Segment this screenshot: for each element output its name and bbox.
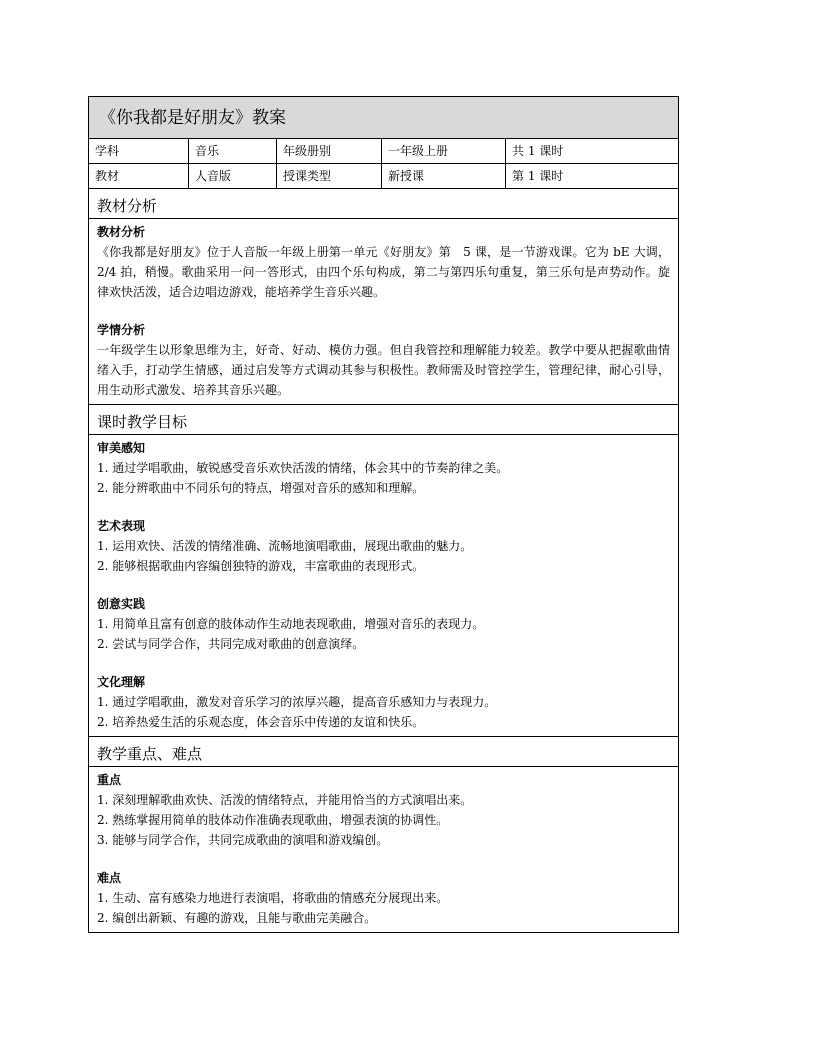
list-item: 1. 用简单且富有创意的肢体动作生动地表现歌曲，增强对音乐的表现力。	[97, 617, 485, 631]
info-cell-subject-label: 学科	[89, 139, 189, 163]
section-heading-material-analysis: 教材分析	[89, 189, 678, 219]
list-item: 2. 尝试与同学合作，共同完成对歌曲的创意演绎。	[97, 637, 365, 651]
info-cell-current-hour: 第 1 课时	[512, 169, 564, 183]
info-cell-grade-label: 年级册别	[277, 139, 382, 163]
info-cell-textbook-label: 教材	[89, 164, 189, 188]
info-row-1	[89, 139, 678, 164]
section-body-objectives	[89, 435, 678, 737]
list-item: 2. 熟练掌握用简单的肢体动作准确表现歌曲，增强表演的协调性。	[97, 813, 449, 827]
list-item: 2. 编创出新颖、有趣的游戏，且能与歌曲完美融合。	[97, 911, 377, 925]
list-item: 1. 通过学唱歌曲，敏锐感受音乐欢快活泼的情绪，体会其中的节奏韵律之美。	[97, 461, 509, 475]
info-cell-textbook-value: 人音版	[189, 164, 277, 188]
list-item: 3. 能够与同学合作，共同完成歌曲的演唱和游戏编创。	[97, 833, 389, 847]
section-heading-key-points: 教学重点、难点	[89, 737, 678, 767]
list-item: 1. 深刻理解歌曲欢快、活泼的情绪特点，并能用恰当的方式演唱出来。	[97, 793, 473, 807]
info-cell-grade-value: 一年级上册	[382, 139, 506, 163]
list-item: 2. 能分辨歌曲中不同乐句的特点，增强对音乐的感知和理解。	[97, 481, 425, 495]
subtitle-creative: 创意实践	[97, 597, 146, 611]
subtitle-culture: 文化理解	[97, 675, 146, 689]
paragraph-material: 《你我都是好朋友》位于人音版一年级上册第一单元《好朋友》第 5 课，是一节游戏课。它为 bE 大调，2/4 拍，稍慢。歌曲采用一问一答形式，由四个乐句构成，第二与第四乐句重复，第三乐句是声势动作。旋律欢快活泼，适合边唱边游戏，能培养学生音乐兴趣。	[97, 245, 670, 299]
info-cell-type-label: 授课类型	[277, 164, 382, 188]
subtitle-learner: 学情分析	[97, 323, 146, 337]
subtitle-aesthetic: 审美感知	[97, 441, 146, 455]
document-title: 《你我都是好朋友》教案	[89, 97, 678, 139]
subtitle-focus: 重点	[97, 773, 122, 787]
section-body-material-analysis	[89, 219, 678, 405]
info-cell-total-hours: 共 1 课时	[512, 144, 564, 158]
subtitle-material: 教材分析	[97, 225, 146, 239]
subtitle-difficulty: 难点	[97, 871, 122, 885]
info-cell-type-value: 新授课	[382, 164, 506, 188]
lesson-plan-table	[88, 96, 679, 933]
info-cell-subject-value: 音乐	[189, 139, 277, 163]
list-item: 1. 生动、富有感染力地进行表演唱，将歌曲的情感充分展现出来。	[97, 891, 449, 905]
section-heading-objectives: 课时教学目标	[89, 405, 678, 435]
info-row-2	[89, 164, 678, 189]
list-item: 1. 运用欢快、活泼的情绪准确、流畅地演唱歌曲，展现出歌曲的魅力。	[97, 539, 473, 553]
list-item: 2. 能够根据歌曲内容编创独特的游戏，丰富歌曲的表现形式。	[97, 559, 425, 573]
paragraph-learner: 一年级学生以形象思维为主，好奇、好动、模仿力强。但自我管控和理解能力较差。教学中要从把握歌曲情绪入手，打动学生情感，通过启发等方式调动其参与积极性。教师需及时管控学生，管理纪律，耐心引导，用生动形式激发、培养其音乐兴趣。	[97, 343, 670, 397]
section-body-key-points	[89, 767, 678, 932]
subtitle-artistic: 艺术表现	[97, 519, 146, 533]
list-item: 1. 通过学唱歌曲，激发对音乐学习的浓厚兴趣，提高音乐感知力与表现力。	[97, 695, 497, 709]
list-item: 2. 培养热爱生活的乐观态度，体会音乐中传递的友谊和快乐。	[97, 715, 425, 729]
